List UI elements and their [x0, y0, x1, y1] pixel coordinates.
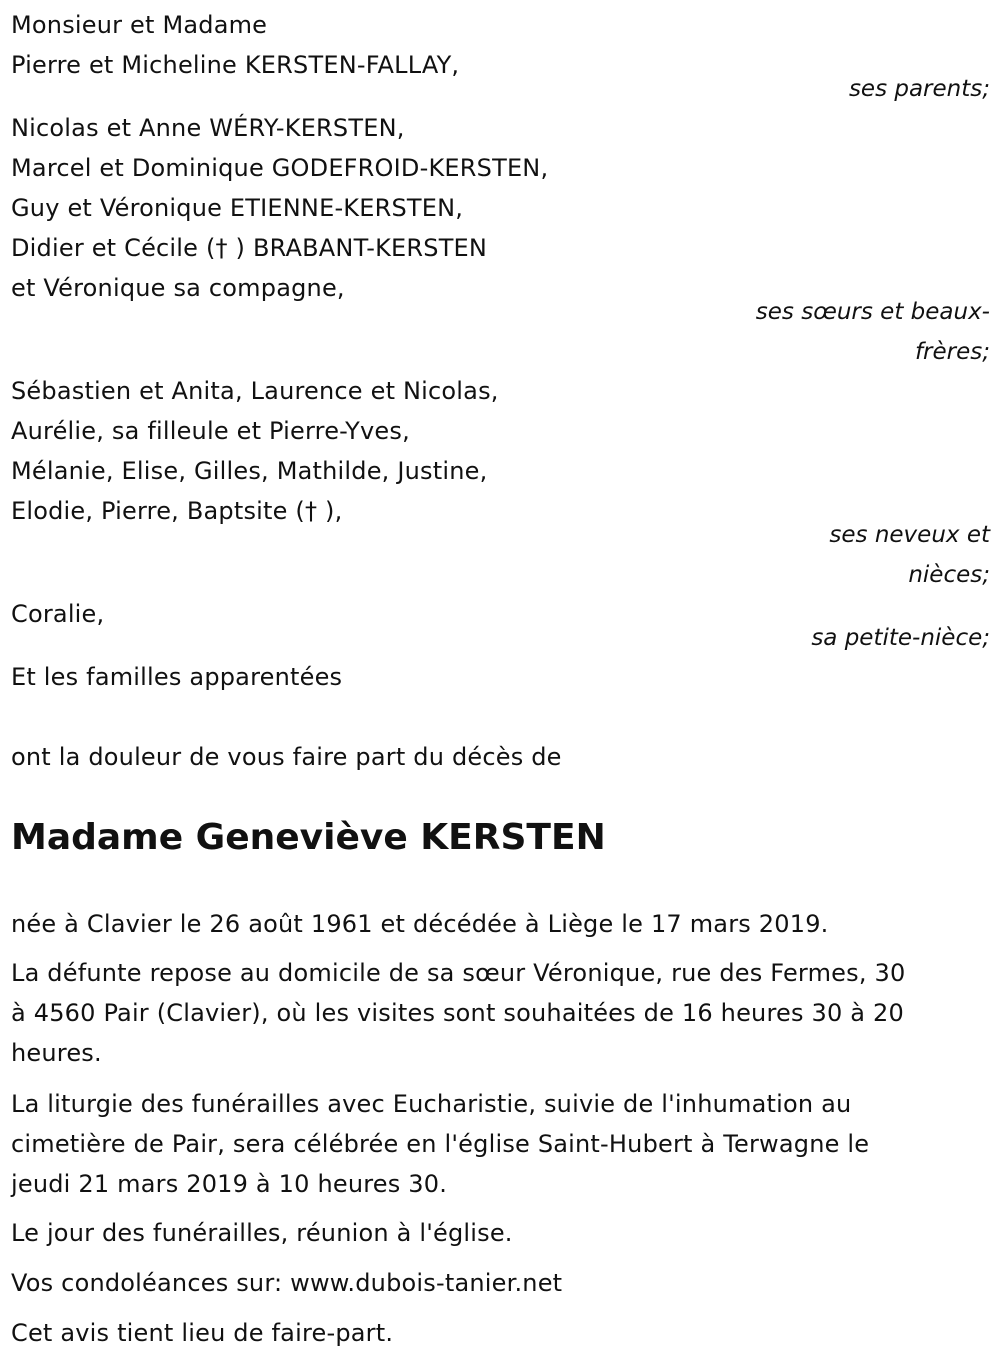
siblings-role-line-1: ses sœurs et beaux-	[755, 299, 990, 325]
sibling-line-5: et Véronique sa compagne,	[11, 274, 345, 302]
sibling-line-4: Didier et Cécile († ) BRABANT-KERSTEN	[11, 234, 488, 262]
sibling-line-1: Nicolas et Anne WÉRY-KERSTEN,	[11, 114, 405, 142]
parents-role: ses parents;	[848, 76, 990, 102]
repose-line-3: heures.	[11, 1039, 102, 1067]
nephew-line-2: Aurélie, sa filleule et Pierre-Yves,	[11, 417, 410, 445]
grandniece-line: Coralie,	[11, 600, 105, 628]
deceased-name: Madame Geneviève KERSTEN	[11, 817, 606, 858]
condolences-label: Vos condoléances sur:	[11, 1269, 283, 1297]
repose-line-2: à 4560 Pair (Clavier), où les visites sont souhaitées de 16 heures 30 à 20	[11, 999, 904, 1027]
sibling-line-3: Guy et Véronique ETIENNE-KERSTEN,	[11, 194, 464, 222]
families-line: Et les familles apparentées	[11, 663, 343, 691]
siblings-role-line-2: frères;	[914, 339, 990, 365]
liturgy-line-3: jeudi 21 mars 2019 à 10 heures 30.	[11, 1170, 448, 1198]
gathering-line: Le jour des funérailles, réunion à l'église.	[11, 1219, 513, 1247]
nephews-role-line-2: nièces;	[908, 562, 990, 588]
nephew-line-3: Mélanie, Elise, Gilles, Mathilde, Justine,	[11, 457, 488, 485]
repose-line-1: La défunte repose au domicile de sa sœur Véronique, rue des Fermes, 30	[11, 959, 906, 987]
nephew-line-4: Elodie, Pierre, Baptsite († ),	[11, 497, 343, 525]
announcement-line: ont la douleur de vous faire part du décès de	[11, 743, 562, 771]
grandniece-role: sa petite-nièce;	[811, 625, 990, 651]
notice-line: Cet avis tient lieu de faire-part.	[11, 1319, 394, 1347]
liturgy-line-2: cimetière de Pair, sera célébrée en l'église Saint-Hubert à Terwagne le	[11, 1130, 870, 1158]
parents-line-2: Pierre et Micheline KERSTEN-FALLAY,	[11, 51, 460, 79]
condolences-line	[11, 1268, 562, 1298]
condolences-link[interactable]: www.dubois-tanier.net	[290, 1269, 563, 1297]
birth-death-line: née à Clavier le 26 août 1961 et décédée à Liège le 17 mars 2019.	[11, 910, 829, 938]
parents-line-1: Monsieur et Madame	[11, 11, 268, 39]
nephew-line-1: Sébastien et Anita, Laurence et Nicolas,	[11, 377, 499, 405]
nephews-role-line-1: ses neveux et	[829, 522, 990, 548]
sibling-line-2: Marcel et Dominique GODEFROID-KERSTEN,	[11, 154, 549, 182]
liturgy-line-1: La liturgie des funérailles avec Eucharistie, suivie de l'inhumation au	[11, 1090, 852, 1118]
